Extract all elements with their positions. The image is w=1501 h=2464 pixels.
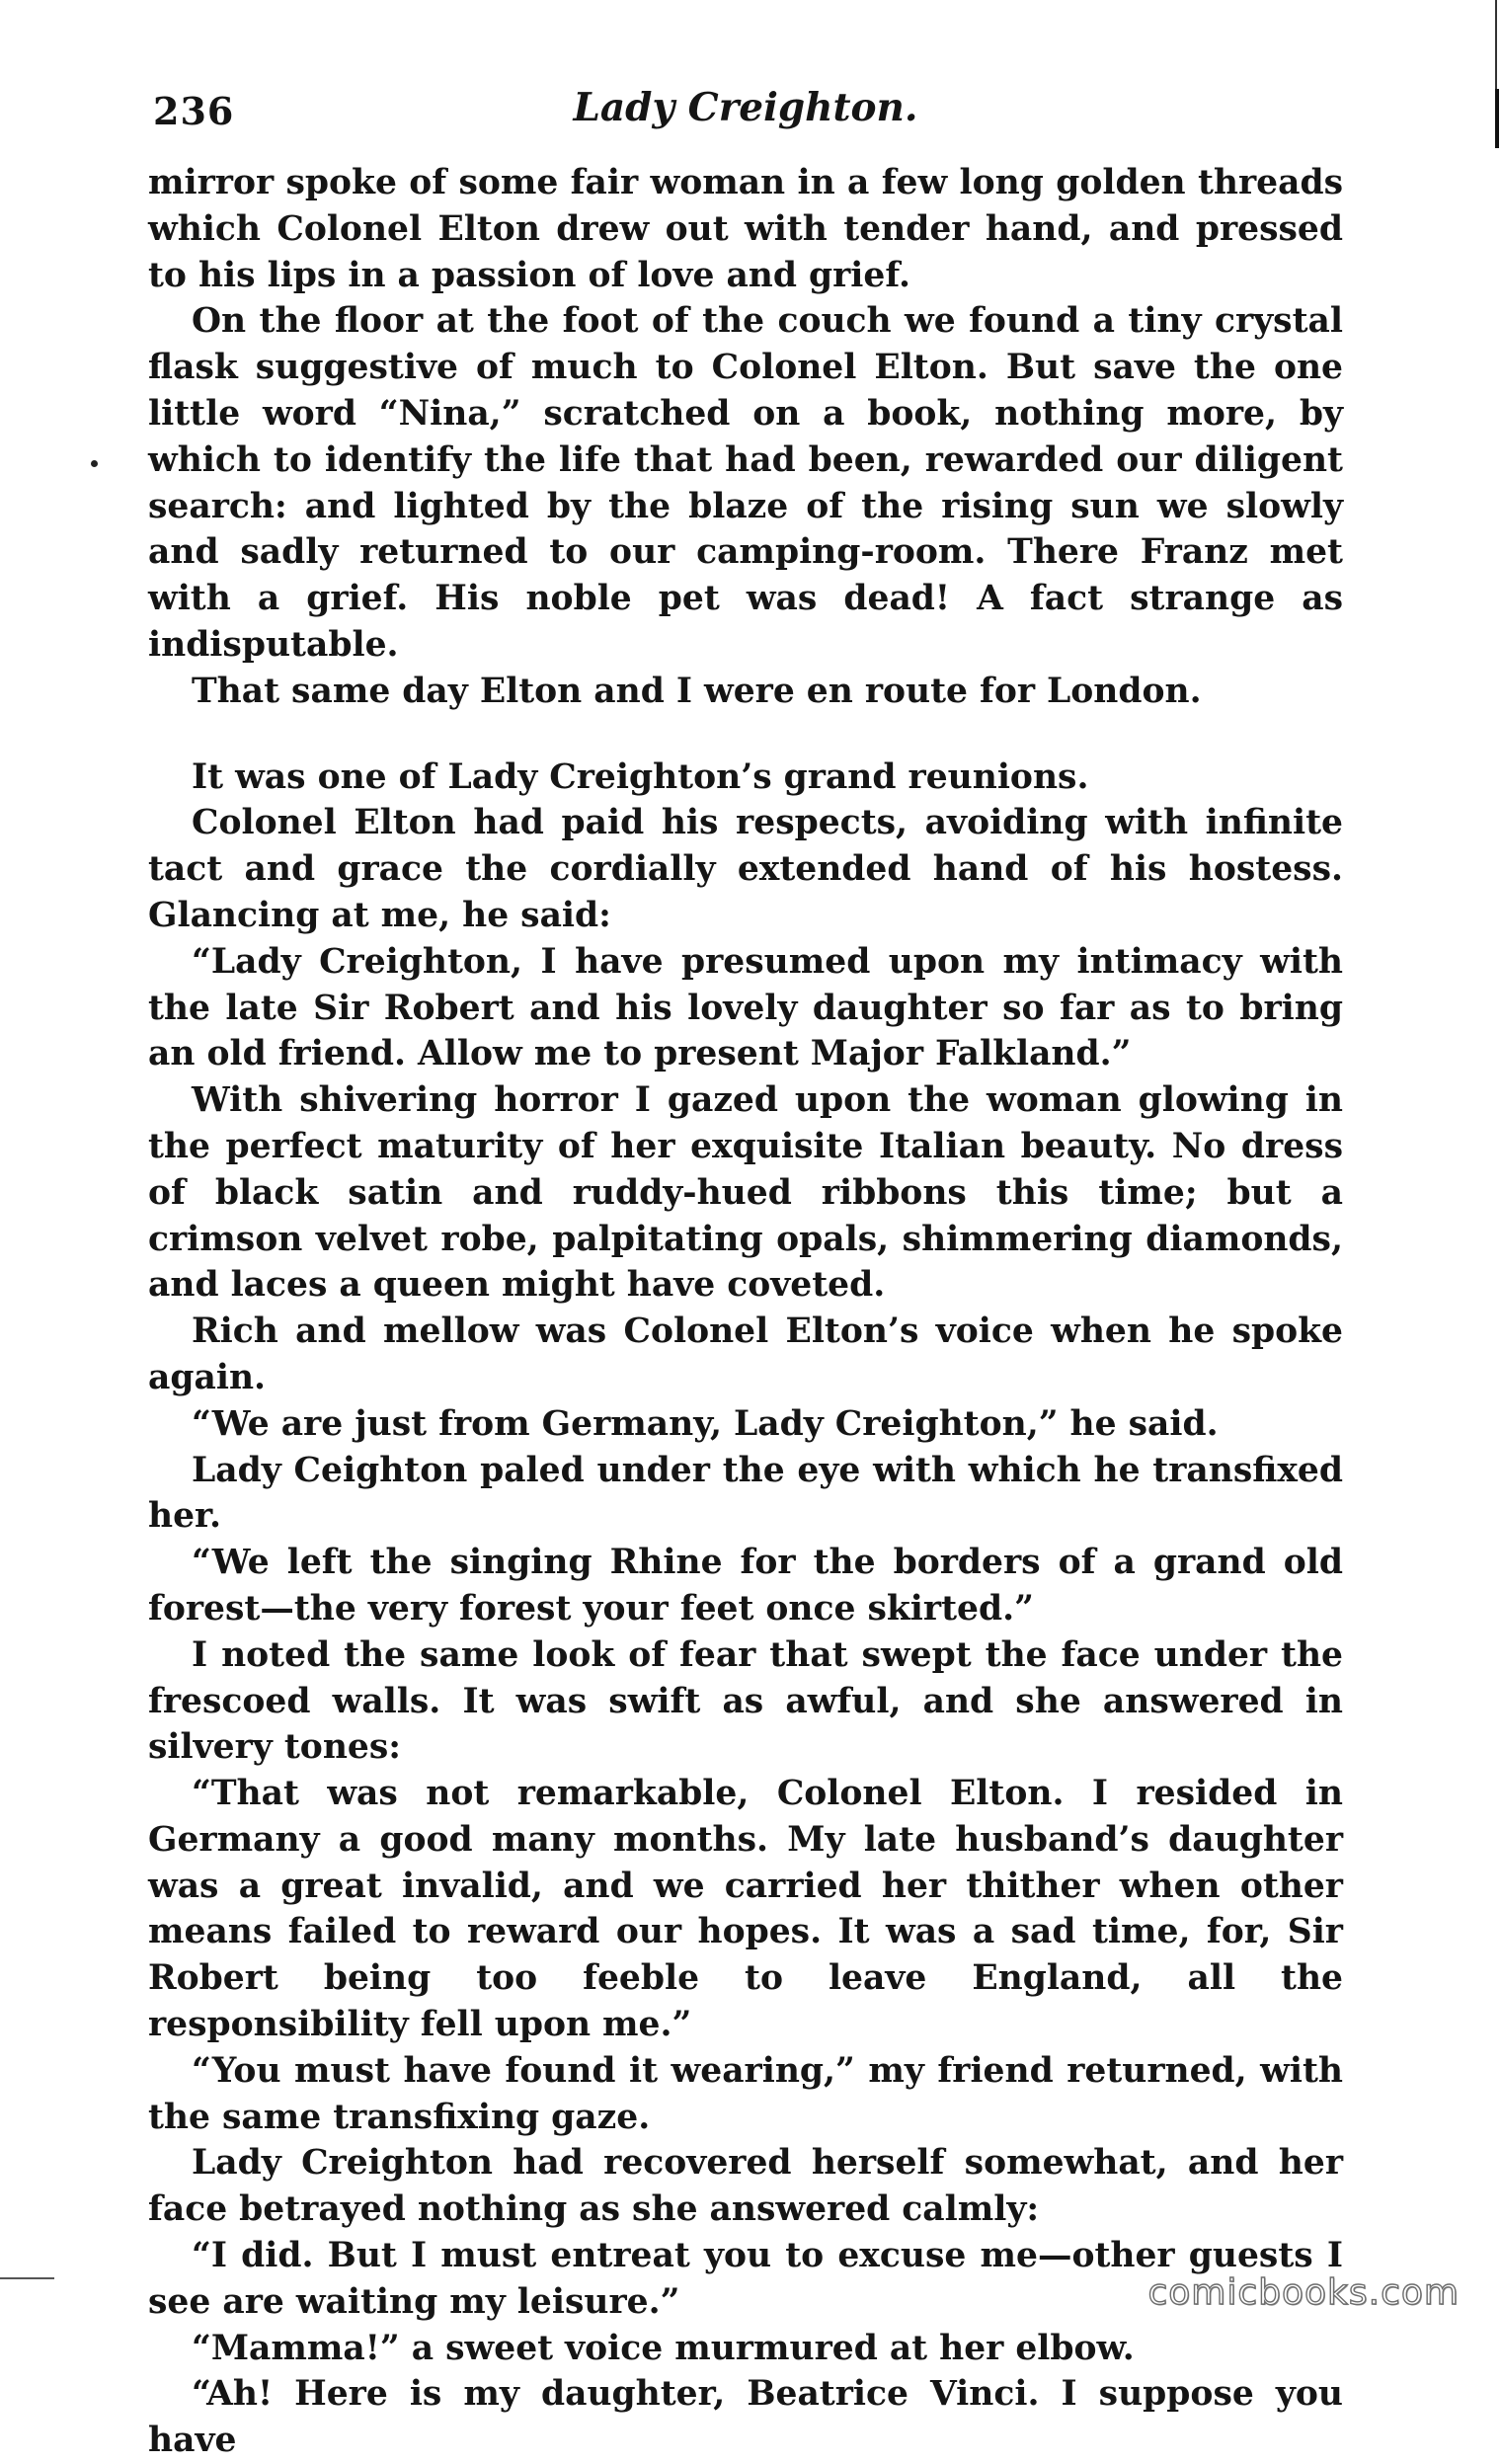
paragraph: I noted the same look of fear that swept the face under the frescoed walls. It was swift as awful, and she answered in silvery tones: — [148, 1634, 1343, 1768]
paragraph: “We are just from Germany, Lady Creighton,” he said. — [192, 1403, 1219, 1444]
paragraph: “Ah! Here is my daughter, Beatrice Vinci. I suppose you have — [148, 2374, 1343, 2461]
paragraph: “Mamma!” a sweet voice murmured at her elbow. — [192, 2328, 1135, 2368]
page-edge-mark — [1495, 89, 1499, 148]
paragraph: Colonel Elton had paid his respects, avoiding with infinite tact and grace the cordially extended hand of his hostess. Glancing at me, he said: — [148, 803, 1343, 935]
margin-dot — [91, 460, 98, 467]
paragraph: Lady Creighton had recovered herself somewhat, and her face betrayed nothing as she answered calmly: — [148, 2143, 1343, 2230]
running-title: Lady Creighton. — [573, 85, 918, 130]
paragraph: Lady Ceighton paled under the eye with which he transfixed her. — [148, 1450, 1343, 1537]
paragraph: On the floor at the foot of the couch we found a tiny crystal flask suggestive of much to Colonel Elton. But save the one little word “Nina,” scratched on a book, nothing more, by which to identify the life that had been, rewarded our diligent search: and lighted by the blaze of the rising sun we slowly and sadly returned to our camping-room. There Franz met with a grief. His noble pet was dead! A fact strange as indisputable. — [148, 301, 1343, 665]
page-header — [148, 77, 1343, 146]
paragraph: That same day Elton and I were en route for London. — [192, 671, 1202, 711]
page-number: 236 — [153, 89, 235, 133]
body-text — [148, 160, 1343, 2464]
paragraph: It was one of Lady Creighton’s grand reunions. — [192, 756, 1089, 797]
paragraph: mirror spoke of some fair woman in a few long golden threads which Colonel Elton drew out with tender hand, and pressed to his lips in a passion of love and grief. — [148, 163, 1343, 295]
paragraph: “That was not remarkable, Colonel Elton. I resided in Germany a good many months. My late husband’s daughter was a great invalid, and we carried her thither when other means failed to reward our hopes. It was a sad time, for, Sir Robert being too feeble to leave England, all the responsibility fell upon me.” — [148, 1774, 1343, 2045]
bottom-rule — [0, 2277, 54, 2279]
watermark-logo: comicbooks.com — [1147, 2272, 1460, 2313]
paragraph: “Lady Creighton, I have presumed upon my intimacy with the late Sir Robert and his lovely daughter so far as to bring an old friend. Allow me to present Major Falkland.” — [148, 941, 1343, 1074]
paragraph: With shivering horror I gazed upon the woman glowing in the perfect maturity of her exquisite Italian beauty. No dress of black satin and ruddy-hued ribbons this time; but a crimson velvet robe, palpitating opals, shimmering diamonds, and laces a queen might have coveted. — [148, 1080, 1343, 1306]
paragraph: “You must have found it wearing,” my friend returned, with the same transfixing gaze. — [148, 2050, 1343, 2137]
page-edge-line — [1495, 0, 1497, 99]
paragraph: “We left the singing Rhine for the borders of a grand old forest—the very forest your feet once skirted.” — [148, 1543, 1343, 1629]
paragraph: “I did. But I must entreat you to excuse me—other guests I see are waiting my leisure.” — [148, 2236, 1343, 2322]
paragraph: Rich and mellow was Colonel Elton’s voice when he spoke again. — [148, 1311, 1343, 1397]
